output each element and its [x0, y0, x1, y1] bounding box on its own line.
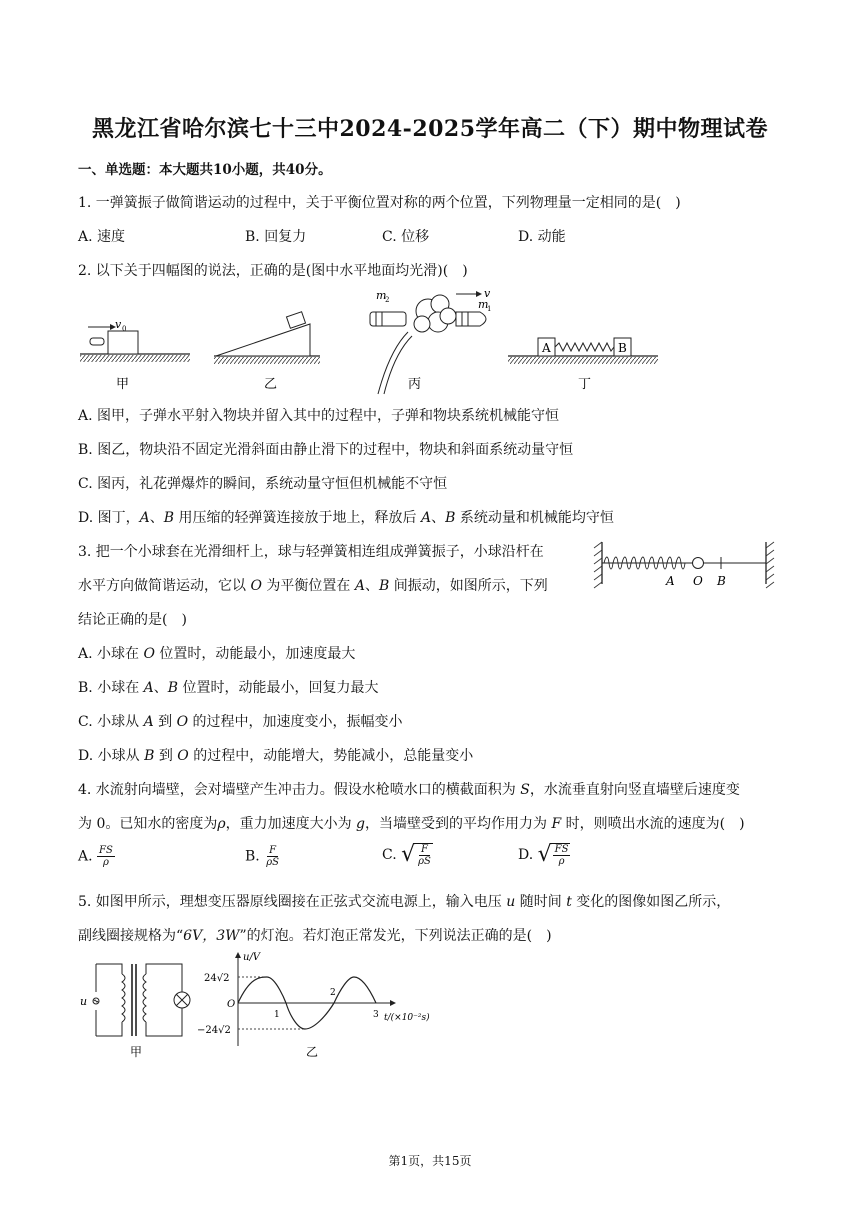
var-a: A [143, 680, 154, 696]
q5-figures [76, 950, 456, 1062]
var-g: g [356, 816, 366, 832]
label-m2-sub: 2 [385, 296, 390, 304]
q3-line3: 结论正确的是( ) [78, 612, 187, 628]
q3-line1: 3. 把一个小球套在光滑细杆上，球与轻弹簧相连组成弹簧振子，小球沿杆在 [78, 544, 544, 560]
q1-stem: 1. 一弹簧振子做简谐运动的过程中，关于平衡位置对称的两个位置，下列物理量一定相同的是( ) [78, 195, 681, 211]
q1-option-c: C. 位移 [382, 229, 430, 245]
sqrt: √ $\frac{FS}{\rho}$ [537, 842, 569, 867]
q3-option-a [78, 643, 355, 663]
text: 、 [431, 510, 446, 526]
q4-line2 [78, 813, 745, 833]
bullet [90, 338, 104, 345]
text: 间振动，如图所示，下列 [389, 578, 548, 594]
label-block-b: B [618, 341, 627, 355]
figure-bing [370, 287, 491, 394]
var-f: F [551, 816, 562, 832]
var-b: B [163, 510, 175, 526]
sqrt: √ $\frac{F}{\rho S}$ [401, 842, 431, 867]
y-tick-top: 24√2 [204, 973, 230, 984]
q2-figures [78, 284, 678, 396]
var-o: O [250, 578, 262, 594]
q4-option-c [382, 843, 433, 867]
label-v0: v [115, 318, 122, 331]
q2-stem: 2. 以下关于四幅图的说法，正确的是(图中水平地面均光滑)( ) [78, 263, 468, 279]
q3-line2 [78, 575, 548, 595]
text: 水平方向做简谐运动，它以 [78, 578, 251, 594]
y-tick-bottom: −24√2 [197, 1025, 231, 1036]
var-a: A [420, 510, 432, 526]
var-t: t [566, 894, 572, 910]
denominator: ρ [102, 857, 109, 868]
caption-yi: 乙 [306, 1045, 319, 1059]
numerator: FS [554, 844, 569, 855]
caption-jia: 甲 [130, 1045, 143, 1059]
q1-option-b: B. 回复力 [245, 229, 307, 245]
text: 4. 水流射向墙壁，会对墙壁产生冲击力。假设水枪喷水口的横截面积为 [78, 782, 521, 798]
figure-yi [214, 312, 320, 392]
fraction [264, 845, 281, 868]
denominator: ρ [558, 856, 565, 867]
text: 副线圈接规格为“ [78, 928, 184, 944]
var-rho: ρ [217, 816, 226, 832]
text: 为平衡位置在 [261, 578, 355, 594]
text: 、 [153, 680, 168, 696]
text: ，水流垂直射向竖直墙壁后速度变 [529, 782, 740, 798]
text: ，重力加速度大小为 [225, 816, 357, 832]
text: 、 [364, 578, 379, 594]
x-tick-1: 1 [274, 1010, 280, 1020]
origin-label: O [227, 999, 236, 1010]
var-o: O [176, 714, 189, 730]
label-b: B [717, 574, 726, 588]
caption-bing: 丙 [408, 377, 422, 392]
x-axis-label: t/(×10⁻²s) [384, 1013, 430, 1023]
q4-option-a [78, 845, 115, 868]
text: 的过程中，动能增大，势能减小，总能量变小 [188, 748, 474, 764]
y-axis-label: u/V [243, 952, 261, 963]
q2-option-b: B. 图乙，物块沿不固定光滑斜面由静止滑下的过程中，物块和斜面系统动量守恒 [78, 442, 574, 458]
var-a: A [143, 714, 154, 730]
text: 位置时，动能最小，回复力最大 [178, 680, 379, 696]
text: 到 [154, 748, 178, 764]
text: 时，则喷出水流的速度为( ) [561, 816, 745, 832]
rocket-right [456, 312, 486, 326]
q3-option-c [78, 711, 403, 731]
q4-line1 [78, 779, 740, 799]
var-b: B [445, 510, 456, 526]
text: 、 [149, 510, 164, 526]
rocket-left [370, 312, 406, 326]
q5-line2 [78, 925, 552, 945]
numerator: FS [99, 845, 113, 856]
page-footer: 第1页，共15页 [388, 1154, 472, 1168]
q5-line1 [78, 891, 730, 911]
option-letter: D. [518, 847, 534, 863]
text: C. 小球从 [78, 714, 144, 730]
label-m1: m [478, 298, 489, 311]
q1-option-a: A. 速度 [78, 229, 126, 245]
text: 用压缩的轻弹簧连接放于地上，释放后 [174, 510, 421, 526]
q2-option-d [78, 507, 614, 527]
label-block-a: A [542, 341, 551, 355]
q3-option-b [78, 677, 379, 697]
caption-jia: 甲 [116, 377, 130, 392]
var-o: O [177, 748, 189, 764]
q3-figure [592, 538, 784, 594]
var-b: B [167, 680, 179, 696]
text: 5. 如图甲所示，理想变压器原线圈接在正弦式交流电源上，输入电压 [78, 894, 507, 910]
label-v0-sub: 0 [122, 325, 127, 333]
denominator: ρS [418, 856, 431, 867]
q2-option-a: A. 图甲，子弹水平射入物块并留入其中的过程中，子弹和物块系统机械能守恒 [78, 408, 560, 424]
block [108, 331, 138, 354]
fraction [97, 845, 115, 868]
numerator: F [269, 845, 277, 856]
text: 随时间 [515, 894, 567, 910]
text: D. 小球从 [78, 748, 145, 764]
label-m1-sub: 1 [487, 305, 492, 313]
var-b: B [378, 578, 390, 594]
text: D. 图丁， [78, 510, 140, 526]
slide-block [286, 312, 305, 329]
figure-jia [80, 318, 190, 392]
text: 变化的图像如图乙所示， [571, 894, 731, 910]
text: 系统动量和机械能均守恒 [455, 510, 614, 526]
q1-option-d: D. 动能 [518, 229, 566, 245]
q2-option-c: C. 图丙，礼花弹爆炸的瞬间，系统动量守恒但机械能不守恒 [78, 476, 448, 492]
label-o: O [693, 574, 703, 588]
var-s: S [520, 782, 530, 798]
ball [693, 558, 704, 569]
text: B. 小球在 [78, 680, 144, 696]
denominator: ρS [266, 857, 279, 868]
q4-option-d [518, 843, 570, 867]
text: ，当墙壁受到的平均作用力为 [365, 816, 552, 832]
label-m2: m [376, 289, 387, 302]
text: 位置时，动能最小，加速度最大 [154, 646, 356, 662]
q3-option-d [78, 745, 473, 765]
option-letter: C. [382, 847, 397, 863]
text: ”的灯泡。若灯泡正常发光，下列说法正确的是( ) [239, 928, 552, 944]
text: A. 小球在 [78, 646, 144, 662]
label-v: v [484, 287, 491, 300]
label-u: u [80, 995, 88, 1008]
sine-graph [197, 952, 430, 1059]
transformer-circuit [93, 964, 190, 1036]
option-letter: B. [245, 848, 260, 865]
label-a: A [666, 574, 675, 588]
q4-option-b [245, 845, 281, 868]
x-tick-2: 2 [330, 988, 336, 998]
var-o: O [143, 646, 155, 662]
numerator: F [421, 844, 428, 855]
text: 到 [153, 714, 177, 730]
var-a: A [354, 578, 365, 594]
lamp-spec: 6V，3W [183, 928, 240, 944]
option-letter: A. [78, 848, 93, 865]
x-tick-3: 3 [373, 1010, 379, 1020]
text: 的过程中，加速度变小，振幅变小 [188, 714, 403, 730]
text: 为 0。已知水的密度为 [78, 816, 218, 832]
var-a: A [139, 510, 150, 526]
figure-ding [508, 338, 658, 392]
var-b: B [144, 748, 155, 764]
caption-ding: 丁 [578, 377, 592, 392]
section-heading: 一、单选题：本大题共10小题，共40分。 [78, 162, 332, 178]
page-title: 黑龙江省哈尔滨七十三中2024-2025学年高二（下）期中物理试卷 [91, 116, 769, 142]
caption-yi: 乙 [264, 377, 278, 392]
var-u: u [506, 894, 516, 910]
